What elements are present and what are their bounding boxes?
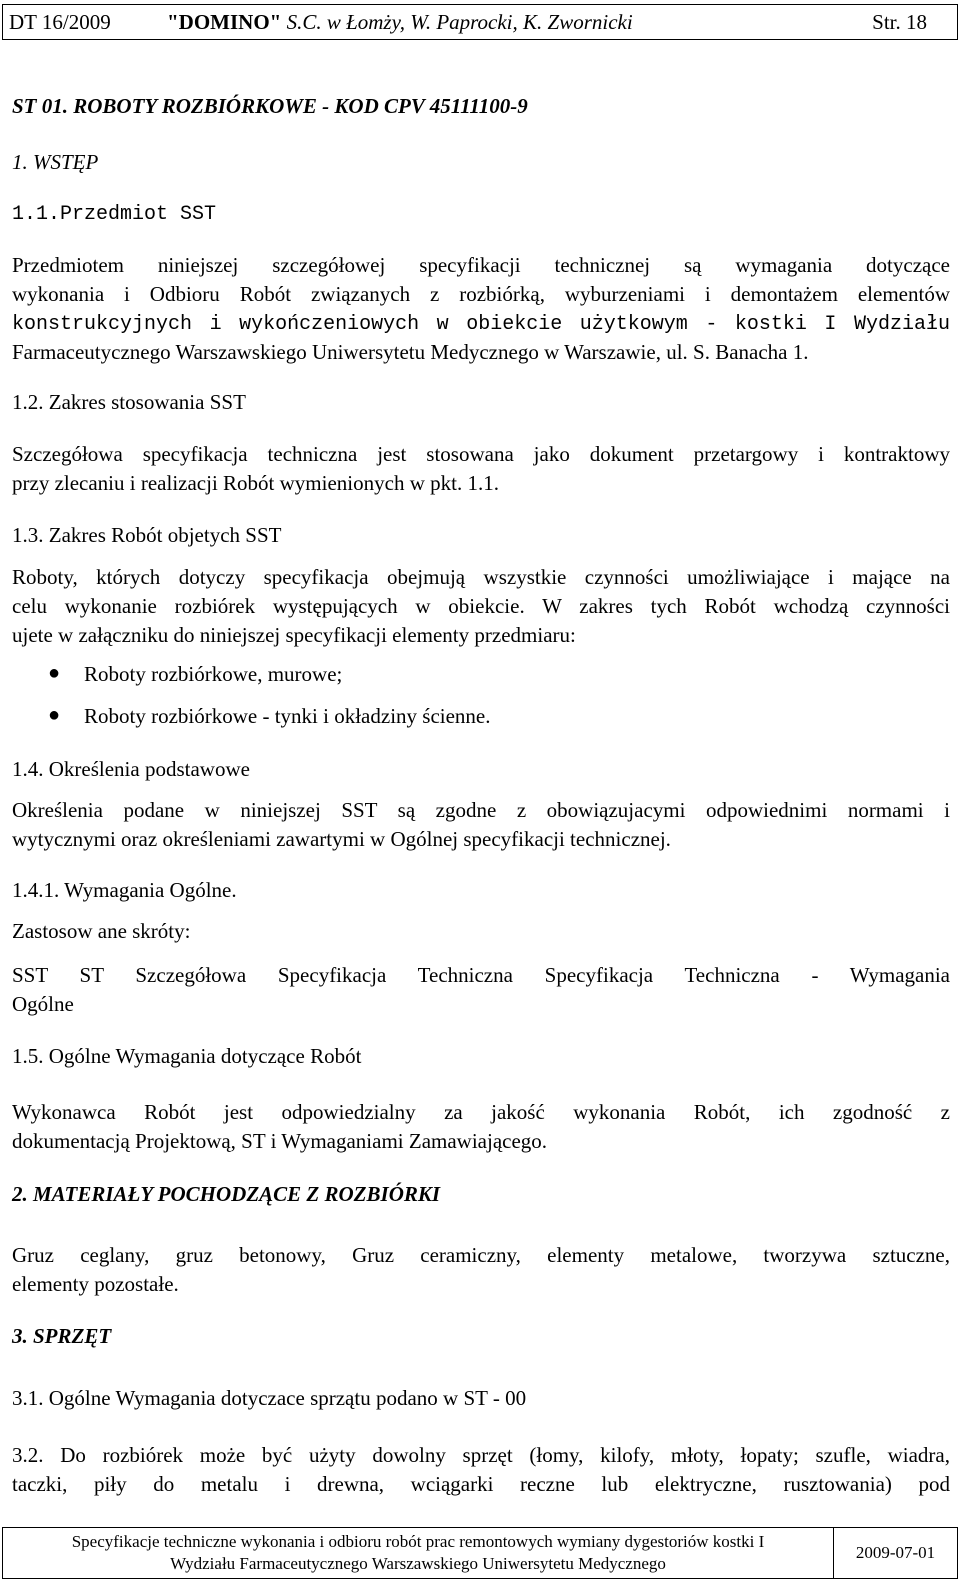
- section-1-3-line: ujete w załączniku do niniejszej specyfikacji elementy przedmiaru:: [12, 623, 576, 647]
- section-1-3-heading: 1.3. Zakres Robót objetych SST: [12, 523, 282, 547]
- section-1-1-line: konstrukcyjnych i wykończeniowych w obiekcie użytkowym - kostki I Wydziału: [12, 313, 950, 336]
- footer-line: Wydziału Farmaceutycznego Warszawskiego Uniwersytetu Medycznego: [170, 1554, 666, 1573]
- section-1-2-heading: 1.2. Zakres stosowania SST: [12, 390, 246, 414]
- section-3-heading: 3. SPRZĘT: [12, 1324, 112, 1348]
- page-header: [2, 4, 958, 40]
- section-3-2-line: taczki, piły do metalu i drewna, wciągarki reczne lub elektryczne, rusztowania) pod: [12, 1472, 950, 1496]
- section-3-2-line: 3.2. Do rozbiórek może być użyty dowolny sprzęt (łomy, kilofy, młoty, łopaty; szufle, wiadra,: [12, 1443, 950, 1467]
- abbreviations-label: Zastosow ane skróty:: [12, 919, 191, 943]
- doc-code: DT 16/2009: [9, 9, 111, 34]
- page-footer: [2, 1527, 958, 1579]
- bullet-item: Roboty rozbiórkowe - tynki i okładziny ścienne.: [84, 704, 491, 728]
- bullet-icon: ●: [48, 662, 61, 684]
- section-1-1-line: Przedmiotem niniejszej szczegółowej specyfikacji technicznej są wymagania dotyczące: [12, 253, 950, 277]
- section-1-5-line: Wykonawca Robót jest odpowiedzialny za jakość wykonania Robót, ich zgodność z: [12, 1100, 950, 1124]
- section-1-5-heading: 1.5. Ogólne Wymagania dotyczące Robót: [12, 1044, 362, 1068]
- abbreviations-line: SST ST Szczegółowa Specyfikacja Techniczna Specyfikacja Techniczna - Wymagania: [12, 963, 950, 987]
- footer-date: 2009-07-01: [855, 1543, 936, 1562]
- footer-description: [3, 1528, 834, 1578]
- footer-line: Specyfikacje techniczne wykonania i odbioru robót prac remontowych wymiany dygestoriów kostki I: [71, 1532, 765, 1551]
- company-rest: S.C. w Łomży, W. Paprocki, K. Zwornicki: [281, 9, 633, 34]
- section-1-4-heading: 1.4. Określenia podstawowe: [12, 757, 250, 781]
- section-1-4-line: Określenia podane w niniejszej SST są zgodne z obowiązujacymi odpowiednimi normami i: [12, 798, 950, 822]
- bullet-item: Roboty rozbiórkowe, murowe;: [84, 662, 343, 686]
- company-quoted: "DOMINO": [167, 9, 282, 34]
- bullet-icon: ●: [48, 704, 61, 726]
- section-1-3-line: Roboty, których dotyczy specyfikacja obejmują wszystkie czynności umożliwiające i mające na: [12, 565, 950, 589]
- company-name: [149, 10, 872, 35]
- page-number: Str. 18: [872, 9, 927, 34]
- section-1-4-1-heading: 1.4.1. Wymagania Ogólne.: [12, 878, 237, 902]
- section-1-3-line: celu wykonanie rozbiórek występujących w obiekcie. W zakres tych Robót wchodzą czynności: [12, 594, 950, 618]
- section-1-1-heading: 1.1.Przedmiot SST: [12, 203, 217, 226]
- section-1-2-line: przy zlecaniu i realizacji Robót wymienionych w pkt. 1.1.: [12, 471, 499, 495]
- section-1-2-line: Szczegółowa specyfikacja techniczna jest stosowana jako dokument przetargowy i kontraktowy: [12, 442, 950, 466]
- section-1-heading: 1. WSTĘP: [12, 150, 99, 174]
- section-1-5-line: dokumentacją Projektową, ST i Wymaganiami Zamawiającego.: [12, 1129, 548, 1153]
- section-1-1-line: wykonania i Odbioru Robót związanych z rozbiórką, wyburzeniami i demontażem elementów: [12, 282, 950, 306]
- section-1-4-line: wytycznymi oraz określeniami zawartymi w Ogólnej specyfikacji technicznej.: [12, 827, 671, 851]
- section-2-line: elementy pozostałe.: [12, 1272, 179, 1296]
- section-3-1: 3.1. Ogólne Wymagania dotyczace sprzątu podano w ST - 00: [12, 1386, 527, 1410]
- section-1-1-line: Farmaceutycznego Warszawskiego Uniwersytetu Medycznego w Warszawie, ul. S. Banacha 1.: [12, 340, 809, 364]
- abbreviations-line: Ogólne: [12, 992, 74, 1016]
- document-title: ST 01. ROBOTY ROZBIÓRKOWE - KOD CPV 45111100-9: [12, 94, 528, 118]
- section-2-line: Gruz ceglany, gruz betonowy, Gruz ceramiczny, elementy metalowe, tworzywa sztuczne,: [12, 1243, 950, 1267]
- section-2-heading: 2. MATERIAŁY POCHODZĄCE Z ROZBIÓRKI: [12, 1182, 441, 1206]
